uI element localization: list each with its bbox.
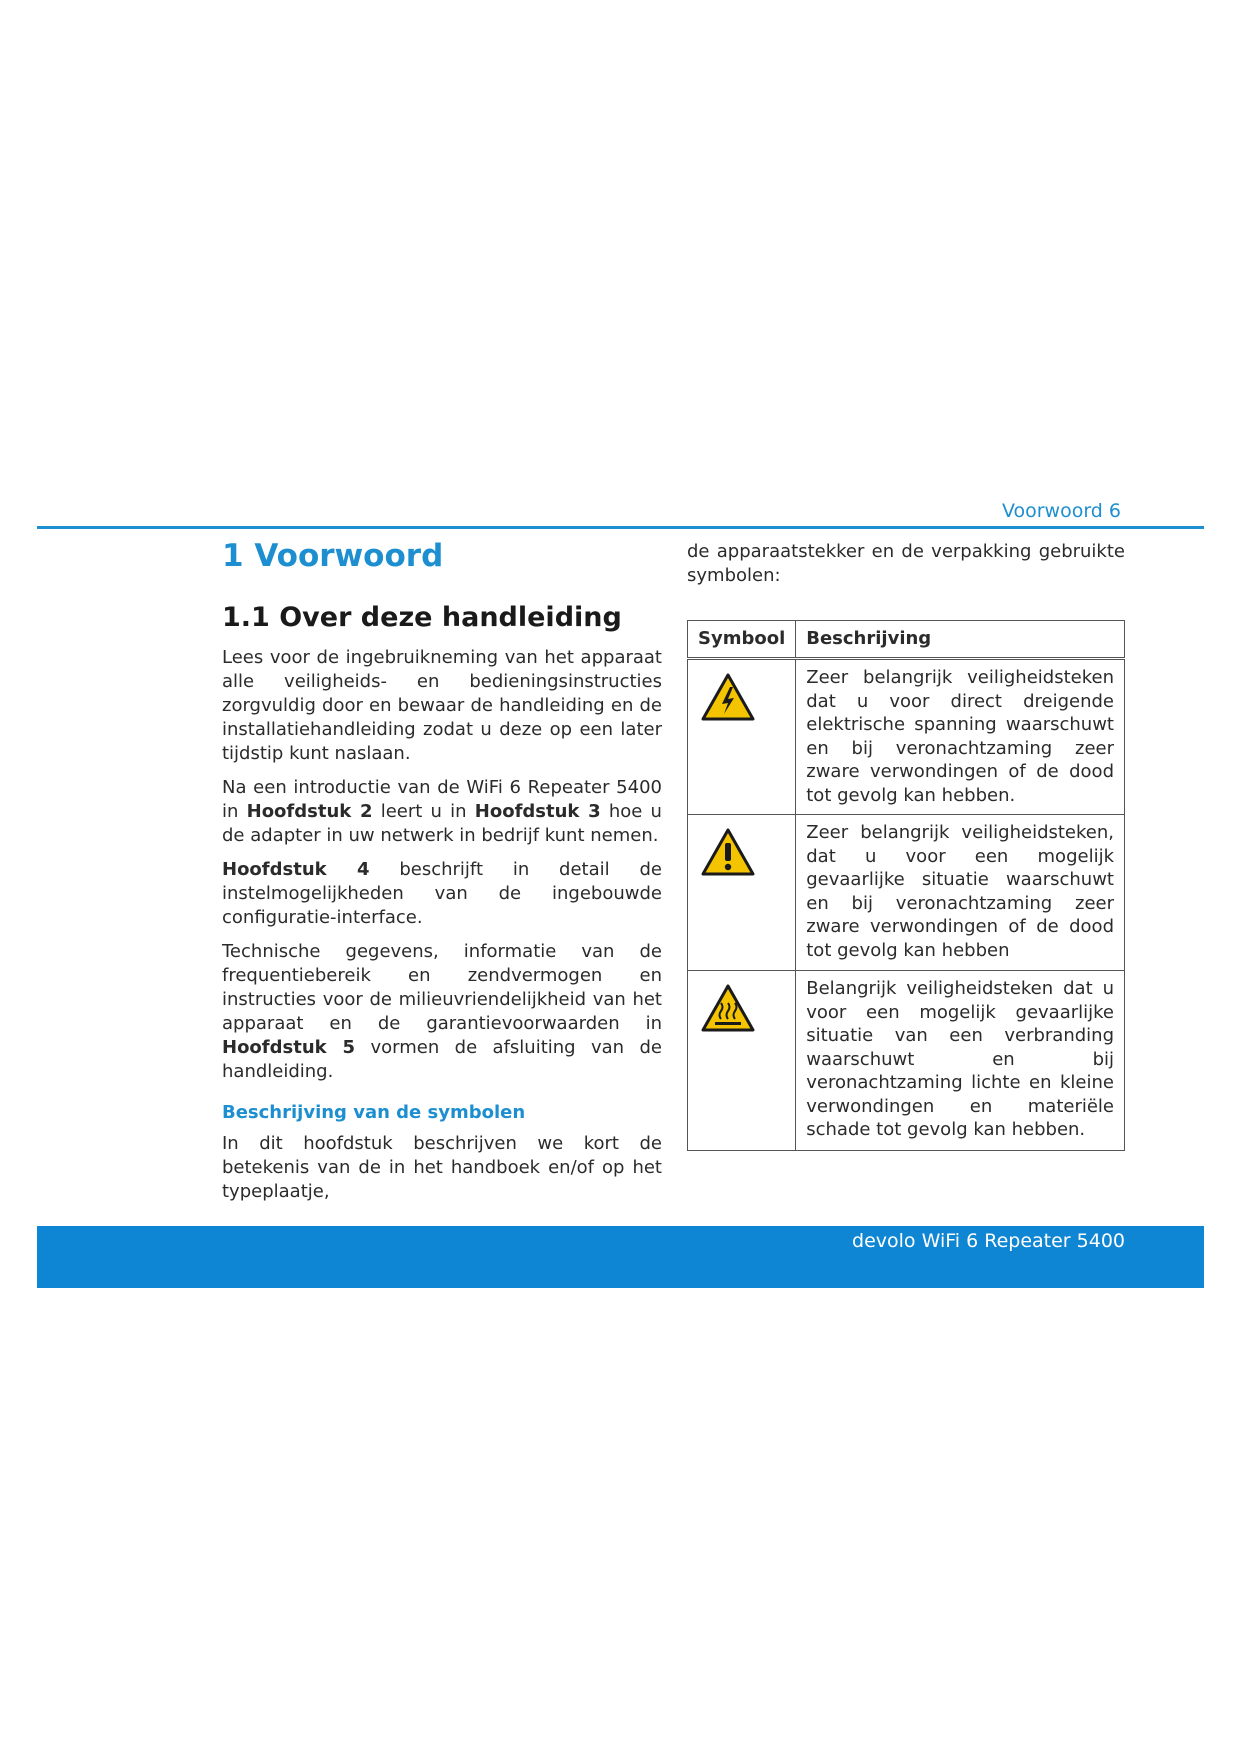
running-header: Voorwoord 6 xyxy=(1001,500,1121,522)
paragraph-chapters xyxy=(222,776,662,848)
symbol-cell xyxy=(688,971,796,1151)
section-title: 1.1 Over deze handleiding xyxy=(222,602,622,633)
chapter-title: 1 Voorwoord xyxy=(222,538,444,574)
table-header-row xyxy=(688,621,1125,659)
table-row xyxy=(688,815,1125,971)
symbol-table xyxy=(687,620,1125,1151)
chapter-ref: Hoofdstuk 4 xyxy=(222,859,370,880)
symbols-subheading: Beschrijving van de symbolen xyxy=(222,1102,526,1123)
table-row xyxy=(688,971,1125,1151)
chapter-ref: Hoofdstuk 3 xyxy=(474,801,601,822)
text: vormen de afsluiting van de handleiding. xyxy=(222,1037,662,1082)
text: hoe u de adapter in uw netwerk in bedrijf kunt nemen. xyxy=(222,801,662,846)
paragraph-intro: Lees voor de ingebruikneming van het apparaat alle veiligheids- en bedieningsinstructies zorgvuldig door en bewaar de handleiding en de installatiehandleiding zodat u deze op een later tijdstip kunt naslaan. xyxy=(222,647,662,764)
electric-shock-warning-icon xyxy=(700,672,756,722)
paragraph-technical xyxy=(222,940,662,1084)
chapter-ref: Hoofdstuk 5 xyxy=(222,1037,356,1058)
right-column xyxy=(687,540,1125,1151)
hot-surface-warning-icon xyxy=(700,983,756,1033)
text: Technische gegevens, informatie van de frequentiebereik en zendvermogen en instructies voor de milieuvriendelijkheid van het apparaat en de garantievoorwaarden in xyxy=(222,941,662,1034)
col-header-description: Beschrijving xyxy=(796,621,1125,659)
footer-product-name: devolo WiFi 6 Repeater 5400 xyxy=(852,1230,1125,1252)
chapter-ref: Hoofdstuk 2 xyxy=(246,801,373,822)
col-header-symbol: Symbool xyxy=(688,621,796,659)
text: Na een introductie van de WiFi 6 Repeater 5400 in xyxy=(222,777,662,822)
description-cell: Zeer belangrijk veiligheidsteken dat u voor direct dreigende elektrische spanning waarschuwt en bij veronachtzaming zeer zware verwondingen of de dood tot gevolg kan hebben. xyxy=(796,659,1125,815)
general-warning-icon xyxy=(700,827,756,877)
left-column xyxy=(222,532,662,1214)
paragraph-symbols: In dit hoofdstuk beschrijven we kort de betekenis van de in het handboek en/of op het typeplaatje, xyxy=(222,1133,662,1202)
symbol-cell xyxy=(688,815,796,971)
paragraph-continuation: de apparaatstekker en de verpakking gebruikte symbolen: xyxy=(687,541,1125,586)
symbol-cell xyxy=(688,659,796,815)
text: leert u in xyxy=(372,801,475,822)
text: beschrijft in detail de instelmogelijkheden van de ingebouwde configuratie-interface. xyxy=(222,859,662,928)
paragraph-chapter4 xyxy=(222,858,662,930)
header-rule xyxy=(37,526,1204,529)
table-row xyxy=(688,659,1125,815)
description-cell: Belangrijk veiligheidsteken dat u voor een mogelijk gevaarlijke situatie van een verbranding waarschuwt en bij veronachtzaming lichte en kleine verwondingen en materiële schade tot gevolg kan hebben. xyxy=(796,971,1125,1151)
description-cell: Zeer belangrijk veiligheidsteken, dat u voor een mogelijk gevaarlijke situatie waarschuwt en bij veronachtzaming zeer zware verwondingen of de dood tot gevolg kan hebben xyxy=(796,815,1125,971)
